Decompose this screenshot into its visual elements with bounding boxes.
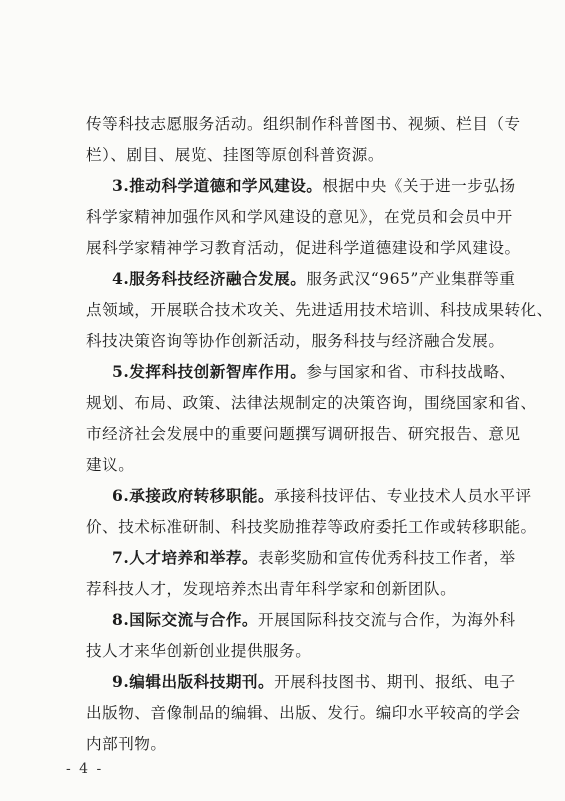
body-line: 内部刊物。 (86, 735, 167, 753)
section-5-heading: 5.发挥科技创新智库作用。 (112, 362, 307, 381)
body-line: 科学家精神加强作风和学风建设的意见》，在党员和会员中开 (86, 208, 513, 226)
section-4-line: 4.服务科技经济融合发展。服务武汉“965”产业集群等重 (112, 269, 516, 288)
body-line: 科技决策咨询等协作创新活动，服务科技与经济融合发展。 (86, 332, 505, 350)
body-line: 传等科技志愿服务活动。组织制作科普图书、视频、栏目（专 (86, 115, 521, 133)
section-5-line: 5.发挥科技创新智库作用。参与国家和省、市科技战略、 (112, 362, 516, 381)
page-number: - 4 - (66, 761, 104, 777)
body-line: 栏）、剧目、展览、挂图等原创科普资源。 (86, 146, 384, 164)
body-line: 价、技术标准研制、科技奖励推荐等政府委托工作或转移职能。 (86, 518, 537, 536)
section-6-line: 6.承接政府转移职能。承接科技评估、专业技术人员水平评 (112, 486, 532, 505)
section-8-heading: 8.国际交流与合作。 (112, 610, 259, 629)
section-7-line: 7.人才培养和举荐。表彰奖励和宣传优秀科技工作者，举 (112, 548, 516, 567)
section-9-heading: 9.编辑出版科技期刊。 (112, 672, 275, 691)
body-line: 规划、布局、政策、法律法规制定的决策咨询，围绕国家和省、 (86, 394, 537, 412)
section-8-line: 8.国际交流与合作。开展国际科技交流与合作，为海外科 (112, 610, 516, 629)
section-3-heading: 3.推动科学道德和学风建设。 (112, 176, 323, 195)
body-line: 出版物、音像制品的编辑、出版、发行。编印水平较高的学会 (86, 704, 521, 722)
section-3-line: 3.推动科学道德和学风建设。根据中央《关于进一步弘扬 (112, 176, 516, 195)
section-9-line: 9.编辑出版科技期刊。开展科技图书、期刊、报纸、电子 (112, 672, 516, 691)
body-line: 荐科技人才，发现培养杰出青年科学家和创新团队。 (86, 580, 457, 598)
body-line: 市经济社会发展中的重要问题撰写调研报告、研究报告、意见 (86, 425, 521, 443)
body-line: 技人才来华创新创业提供服务。 (86, 642, 312, 660)
body-line: 展科学家精神学习教育活动，促进科学道德建设和学风建设。 (86, 239, 521, 257)
section-6-heading: 6.承接政府转移职能。 (112, 486, 275, 505)
section-4-heading: 4.服务科技经济融合发展。 (112, 269, 307, 288)
section-7-heading: 7.人才培养和举荐。 (112, 548, 259, 567)
body-line: 建议。 (86, 456, 135, 474)
body-line: 点领域，开展联合技术攻关、先进适用技术培训、科技成果转化、 (86, 301, 553, 319)
